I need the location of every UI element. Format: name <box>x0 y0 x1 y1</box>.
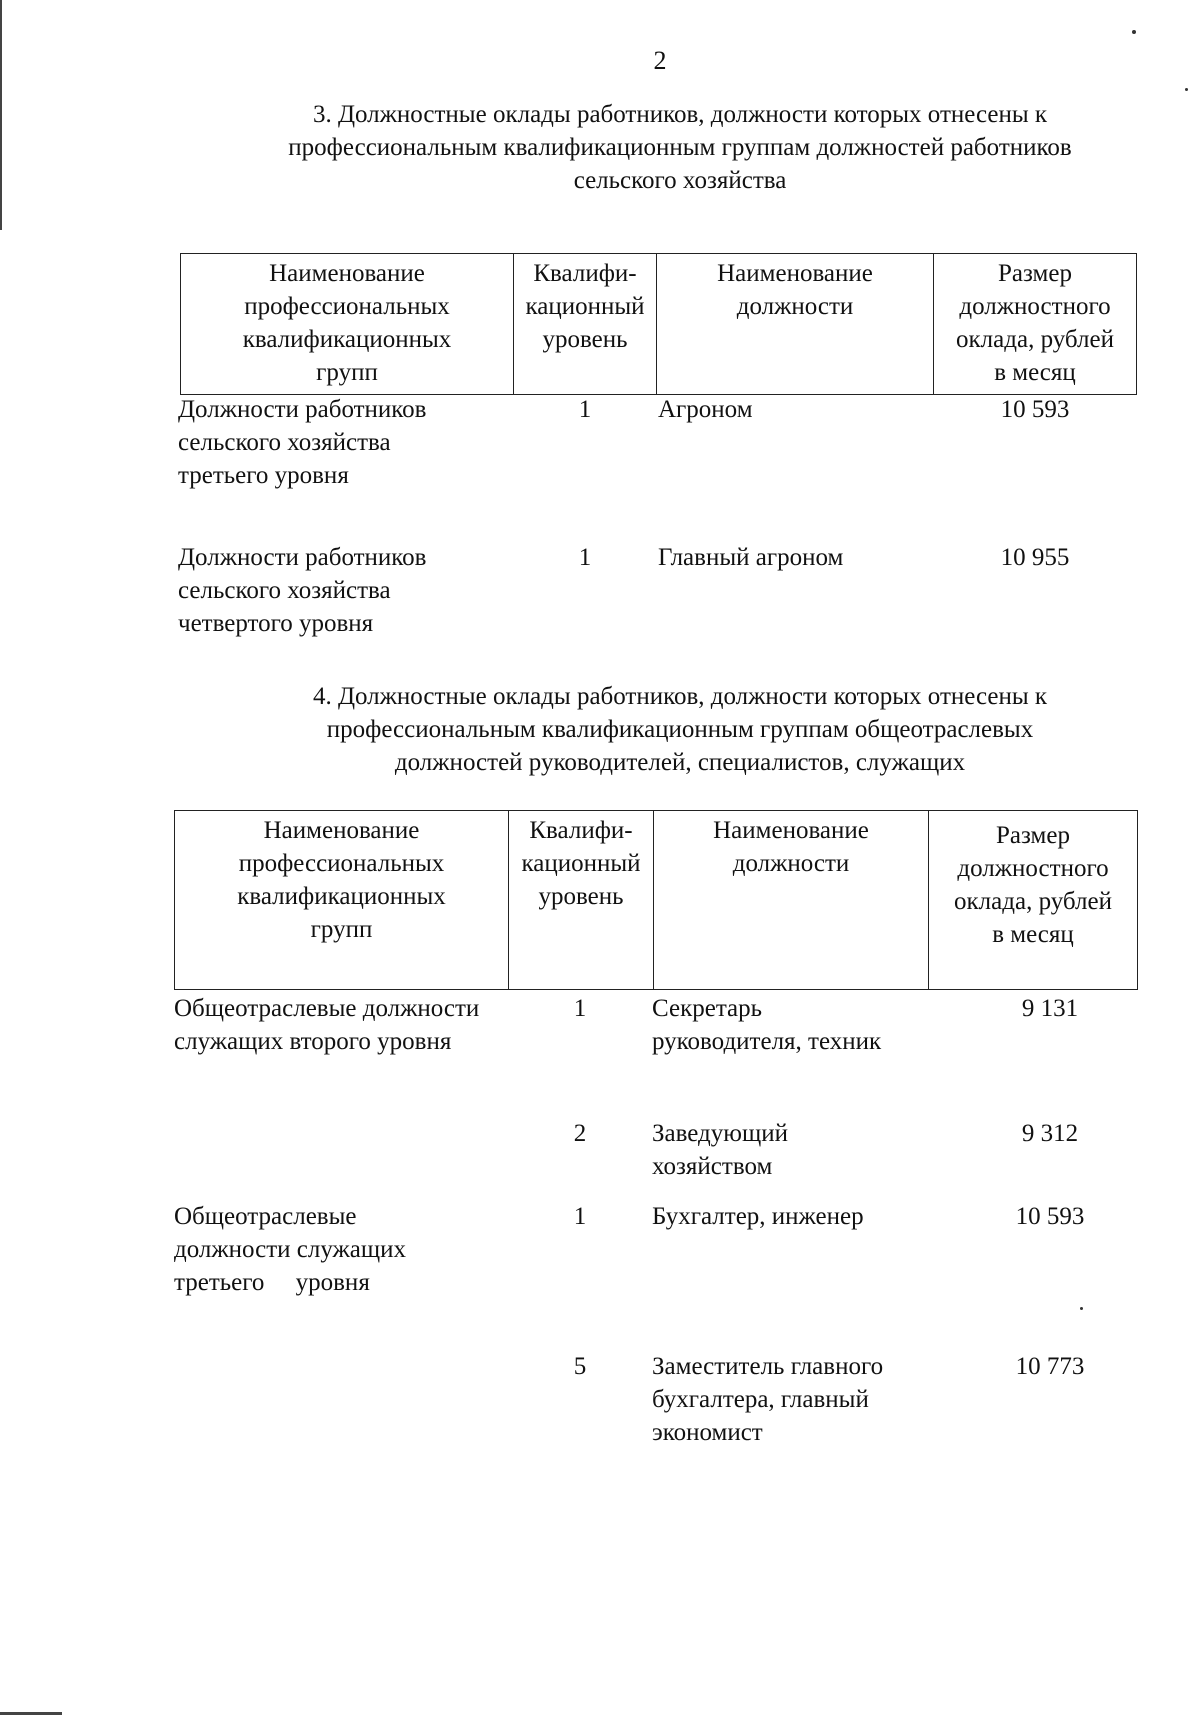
header-qualification-level: Квалифи- кационный уровень <box>509 811 654 989</box>
group-name-cell: Должности работников сельского хозяйства четвертого уровня <box>178 544 427 637</box>
level-cell: 2 <box>573 1120 587 1147</box>
level-cell: 1 <box>573 1203 587 1230</box>
level-cell: 1 <box>578 544 592 571</box>
salary-cell: 9 131 <box>1021 995 1079 1022</box>
section-4-title-line: профессиональным квалификационным группам общеотраслевых <box>326 716 1034 743</box>
salary-cell: 10 955 <box>1000 544 1070 571</box>
salary-cell: 10 593 <box>1000 396 1070 423</box>
salary-cell: 10 773 <box>1015 1353 1085 1380</box>
header-salary: Размер должностного оклада, рублей в месяц <box>954 822 1112 948</box>
page-number: 2 <box>653 46 667 75</box>
group-name-cell: Должности работников сельского хозяйства третьего уровня <box>178 396 427 489</box>
scan-speck <box>1080 1307 1083 1310</box>
scan-edge-left <box>0 0 2 230</box>
position-cell: Главный агроном <box>658 544 844 571</box>
section-3-title <box>230 98 1130 197</box>
header-qualification-level: Квалифи- кационный уровень <box>514 254 657 394</box>
group-name-cell: Общеотраслевые должности служащих второго уровня <box>174 995 480 1055</box>
section-4-title <box>230 680 1130 779</box>
section-3-title-line: сельского хозяйства <box>573 167 787 194</box>
position-cell: Бухгалтер, инженер <box>652 1203 864 1230</box>
section-3-table-header <box>180 253 1137 395</box>
section-4-table-header <box>174 810 1138 990</box>
header-group-name: Наименование профессиональных квалификационных групп <box>175 811 509 989</box>
position-cell: Секретарь руководителя, техник <box>652 995 882 1055</box>
salary-cell: 9 312 <box>1021 1120 1079 1147</box>
level-cell: 5 <box>573 1353 587 1380</box>
position-cell: Агроном <box>658 396 753 423</box>
scan-speck <box>1132 30 1136 34</box>
header-group-name: Наименование профессиональных квалификационных групп <box>181 254 514 394</box>
section-4-title-line: должностей руководителей, специалистов, служащих <box>394 749 966 776</box>
salary-cell: 10 593 <box>1015 1203 1085 1230</box>
level-cell: 1 <box>573 995 587 1022</box>
header-salary: Размер должностного оклада, рублей в месяц <box>956 260 1114 386</box>
level-cell: 1 <box>578 396 592 423</box>
group-name-cell: Общеотраслевые должности служащих третьего уровня <box>174 1203 407 1296</box>
section-4-title-line: 4. Должностные оклады работников, должности которых отнесены к <box>312 683 1048 710</box>
header-position-name: Наименование должности <box>657 254 934 394</box>
scan-speck <box>1185 88 1188 91</box>
position-cell: Заведующий хозяйством <box>652 1120 788 1180</box>
section-3-title-line: профессиональным квалификационным группам должностей работников <box>288 134 1072 161</box>
header-position-name: Наименование должности <box>654 811 929 989</box>
scan-edge-bottom <box>0 1712 62 1715</box>
section-3-title-line: 3. Должностные оклады работников, должности которых отнесены к <box>312 101 1048 128</box>
position-cell: Заместитель главного бухгалтера, главный экономист <box>652 1353 884 1446</box>
